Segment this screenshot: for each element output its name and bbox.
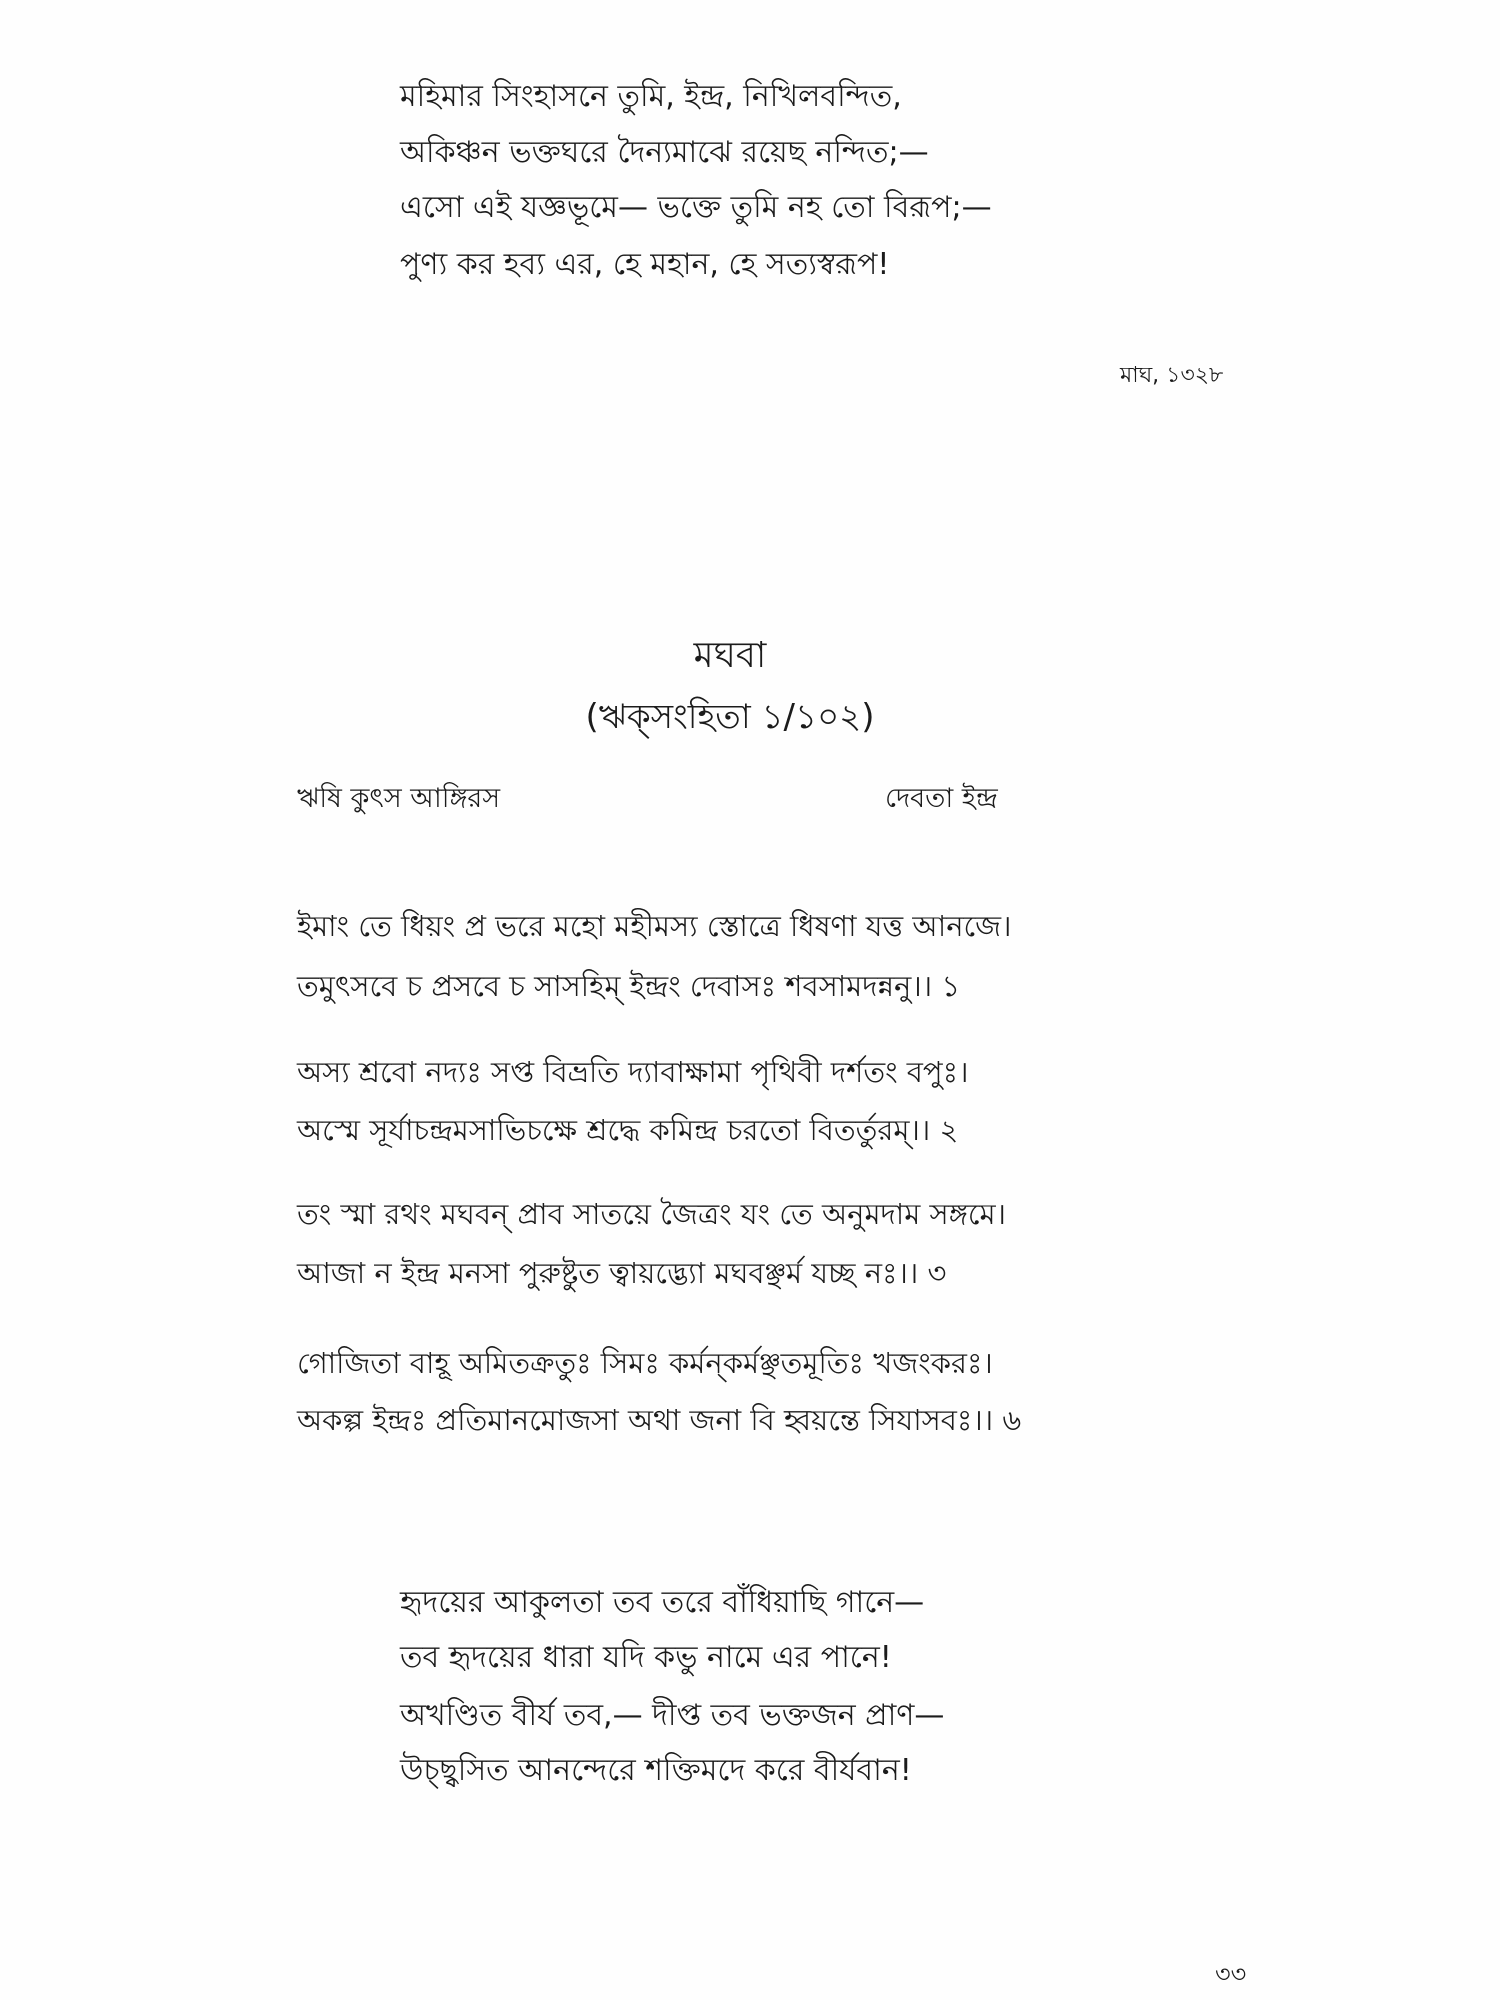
poem-line: তব হৃদয়ের ধারা যদি কভু নামে এর পানে! (400, 1640, 892, 1675)
poem-title: মঘবা (693, 635, 767, 676)
verse-line: তং স্মা রথং মঘবন্‌ প্রাব সাতয়ে জৈত্রং যং তে অনুমদাম সঙ্গমে। (297, 1197, 1007, 1231)
verse-line: আজা ন ইন্দ্র মনসা পুরুষ্টুত ত্বায়দ্ভ্যো মঘবঞ্ছর্ম যচ্ছ নঃ।। ৩ (297, 1256, 947, 1290)
page-number: ৩৩ (1215, 1960, 1247, 1988)
poem-line: পুণ্য কর হব্য এর, হে মহান, হে সত্যস্বরূপ! (400, 247, 890, 282)
poem-line: অকিঞ্চন ভক্তঘরে দৈন্যমাঝে রয়েছ নন্দিত;— (400, 135, 929, 170)
verse-line: অকল্প ইন্দ্রঃ প্রতিমানমোজসা অথা জনা বি হ্বয়ন্তে সিযাসবঃ।। ৬ (297, 1403, 1022, 1437)
poem-line: উচ্ছ্বসিত আনন্দেরে শক্তিমদে করে বীর্যবান! (400, 1753, 912, 1788)
rishi-label: ঋষি কুৎস আঙ্গিরস (297, 783, 501, 814)
poem-line: মহিমার সিংহাসনে তুমি, ইন্দ্র, নিখিলবন্দিত, (400, 79, 902, 114)
devata-label: দেবতা ইন্দ্র (885, 783, 998, 814)
poem-line: এসো এই যজ্ঞভূমে— ভক্তে তুমি নহ তো বিরূপ;— (400, 190, 992, 225)
verse-line: গোজিতা বাহূ অমিতক্রতুঃ সিমঃ কর্মন্‌কর্মঞ্ছতমূতিঃ খজংকরঃ। (297, 1346, 993, 1380)
poem-line: হৃদয়ের আকুলতা তব তরে বাঁধিয়াছি গানে— (400, 1585, 925, 1620)
date: মাঘ, ১৩২৮ (1120, 363, 1224, 388)
verse-line: ইমাং তে ধিয়ং প্র ভরে মহো মহীমস্য স্তোত্রে ধিষণা যত্ত আনজে। (297, 909, 1012, 943)
poem-line: অখণ্ডিত বীর্য তব,— দীপ্ত তব ভক্তজন প্রাণ— (400, 1698, 945, 1733)
verse-line: অস্য শ্রবো নদ্যঃ সপ্ত বিভ্রতি দ্যাবাক্ষামা পৃথিবী দর্শতং বপুঃ। (297, 1055, 969, 1089)
verse-line: অস্মে সূর্যাচন্দ্রমসাভিচক্ষে শ্রদ্ধে কমিন্দ্র চরতো বিতর্তুরম্‌।। ২ (297, 1113, 959, 1147)
verse-line: তমুৎসবে চ প্রসবে চ সাসহিম্‌ ইন্দ্রং দেবাসঃ শবসামদন্নন‌ু।। ১ (297, 969, 961, 1003)
poem-subtitle: (ঋক্‌সংহিতা ১/১০২) (585, 697, 875, 737)
